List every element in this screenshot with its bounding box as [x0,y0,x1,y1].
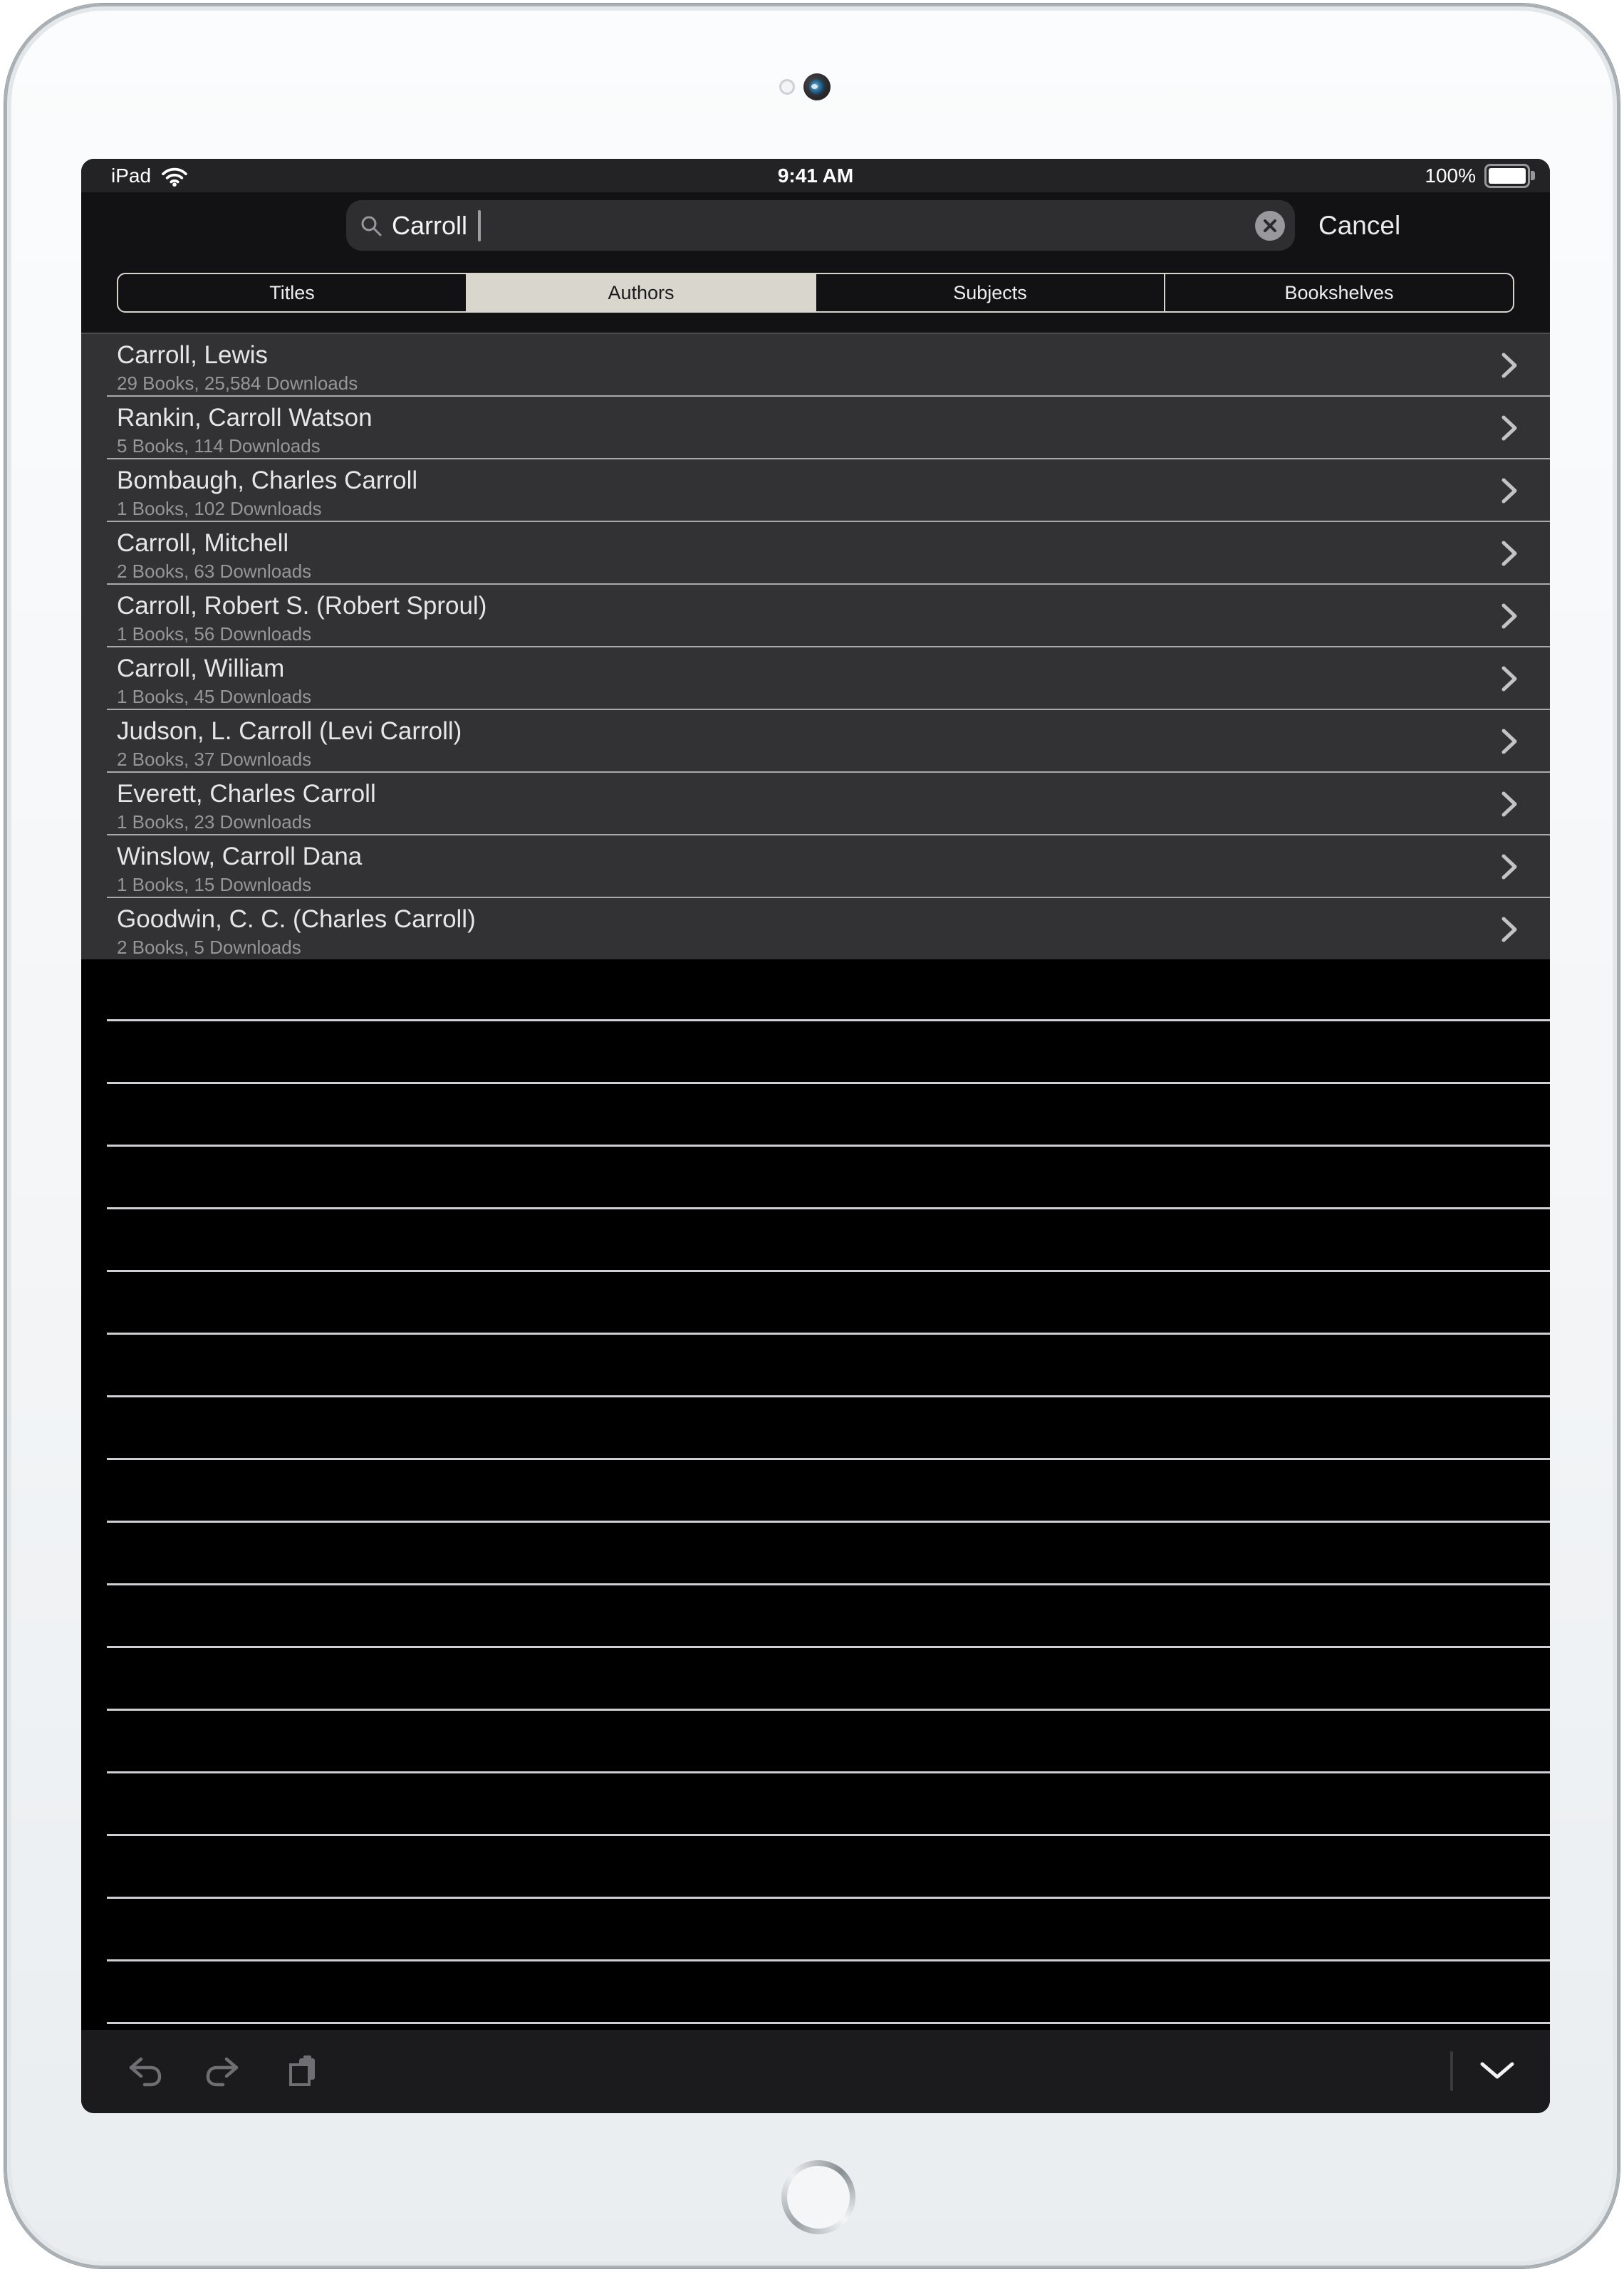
author-row[interactable] [81,773,1550,835]
author-meta: 1 Books, 45 Downloads [117,686,312,707]
author-name: Goodwin, C. C. (Charles Carroll) [117,905,476,933]
author-name: Bombaugh, Charles Carroll [117,467,418,494]
chevron-right-icon [1500,790,1519,818]
empty-list-area [81,959,1550,2030]
author-name: Judson, L. Carroll (Levi Carroll) [117,717,462,745]
author-row[interactable] [81,710,1550,773]
battery-icon [1484,164,1530,188]
author-name: Rankin, Carroll Watson [117,404,373,432]
author-name: Carroll, Robert S. (Robert Sproul) [117,592,487,620]
author-meta: 29 Books, 25,584 Downloads [117,372,358,394]
author-name: Winslow, Carroll Dana [117,843,363,870]
author-row[interactable] [81,334,1550,397]
author-row[interactable] [81,397,1550,459]
redo-button[interactable] [205,2053,242,2090]
author-meta: 1 Books, 102 Downloads [117,498,322,519]
search-input[interactable] [346,200,1295,251]
undo-button[interactable] [125,2053,162,2090]
device-label: iPad [111,164,152,187]
paste-button[interactable] [285,2053,322,2090]
chevron-down-icon [1479,2060,1516,2082]
tab-authors[interactable]: Authors [466,274,815,311]
home-button[interactable] [781,2160,855,2234]
battery-cap [1531,171,1535,180]
status-right-group [1425,159,1530,192]
toolbar-divider [1450,2051,1453,2091]
chevron-right-icon [1500,602,1519,630]
text-cursor [478,210,481,241]
chevron-right-icon [1500,351,1519,380]
chevron-right-icon [1500,476,1519,505]
paste-icon [285,2053,322,2090]
author-name: Carroll, Mitchell [117,529,289,557]
chevron-right-icon [1500,853,1519,881]
battery-percent: 100% [1425,164,1476,187]
chevron-right-icon [1500,727,1519,756]
home-button-face [787,2166,850,2229]
status-bar [81,159,1550,192]
close-icon [1255,211,1285,241]
device-bezel [4,4,1620,2268]
author-meta: 2 Books, 37 Downloads [117,749,312,770]
tab-bookshelves[interactable]: Bookshelves [1164,274,1513,311]
author-result-list [81,333,1550,961]
undo-icon [125,2053,162,2090]
author-row[interactable] [81,585,1550,647]
author-row[interactable] [81,647,1550,710]
author-meta: 5 Books, 114 Downloads [117,435,321,457]
author-meta: 1 Books, 15 Downloads [117,874,312,895]
cancel-button[interactable]: Cancel [1318,210,1401,240]
chevron-right-icon [1500,915,1519,944]
camera-glint [811,84,818,89]
redo-icon [205,2053,242,2090]
author-meta: 2 Books, 63 Downloads [117,561,312,582]
author-name: Carroll, William [117,655,285,682]
ambient-sensor-icon [779,79,795,95]
magnifier-icon [359,214,383,238]
clock: 9:41 AM [777,164,854,187]
tab-subjects[interactable]: Subjects [815,274,1164,311]
screen [81,159,1550,2113]
author-row[interactable] [81,522,1550,585]
author-meta: 1 Books, 23 Downloads [117,811,312,833]
battery-fill [1489,168,1526,184]
author-row[interactable] [81,459,1550,522]
search-value: Carroll [392,210,468,240]
author-name: Everett, Charles Carroll [117,780,376,808]
keyboard-toolbar [81,2030,1550,2113]
chevron-right-icon [1500,414,1519,442]
search-header [81,192,1550,333]
edit-actions-group [125,2030,322,2113]
author-row[interactable] [81,898,1550,961]
author-row[interactable] [81,835,1550,898]
chevron-right-icon [1500,665,1519,693]
empty-row-separators [107,959,1550,2030]
clear-search-button[interactable] [1255,211,1285,241]
front-camera-icon [803,73,831,100]
author-name: Carroll, Lewis [117,341,268,369]
scope-tab-bar [117,273,1514,313]
author-meta: 1 Books, 56 Downloads [117,623,312,645]
author-meta: 2 Books, 5 Downloads [117,937,301,958]
dismiss-keyboard-button[interactable] [1479,2053,1516,2090]
tab-titles[interactable]: Titles [269,281,315,303]
chevron-right-icon [1500,539,1519,568]
